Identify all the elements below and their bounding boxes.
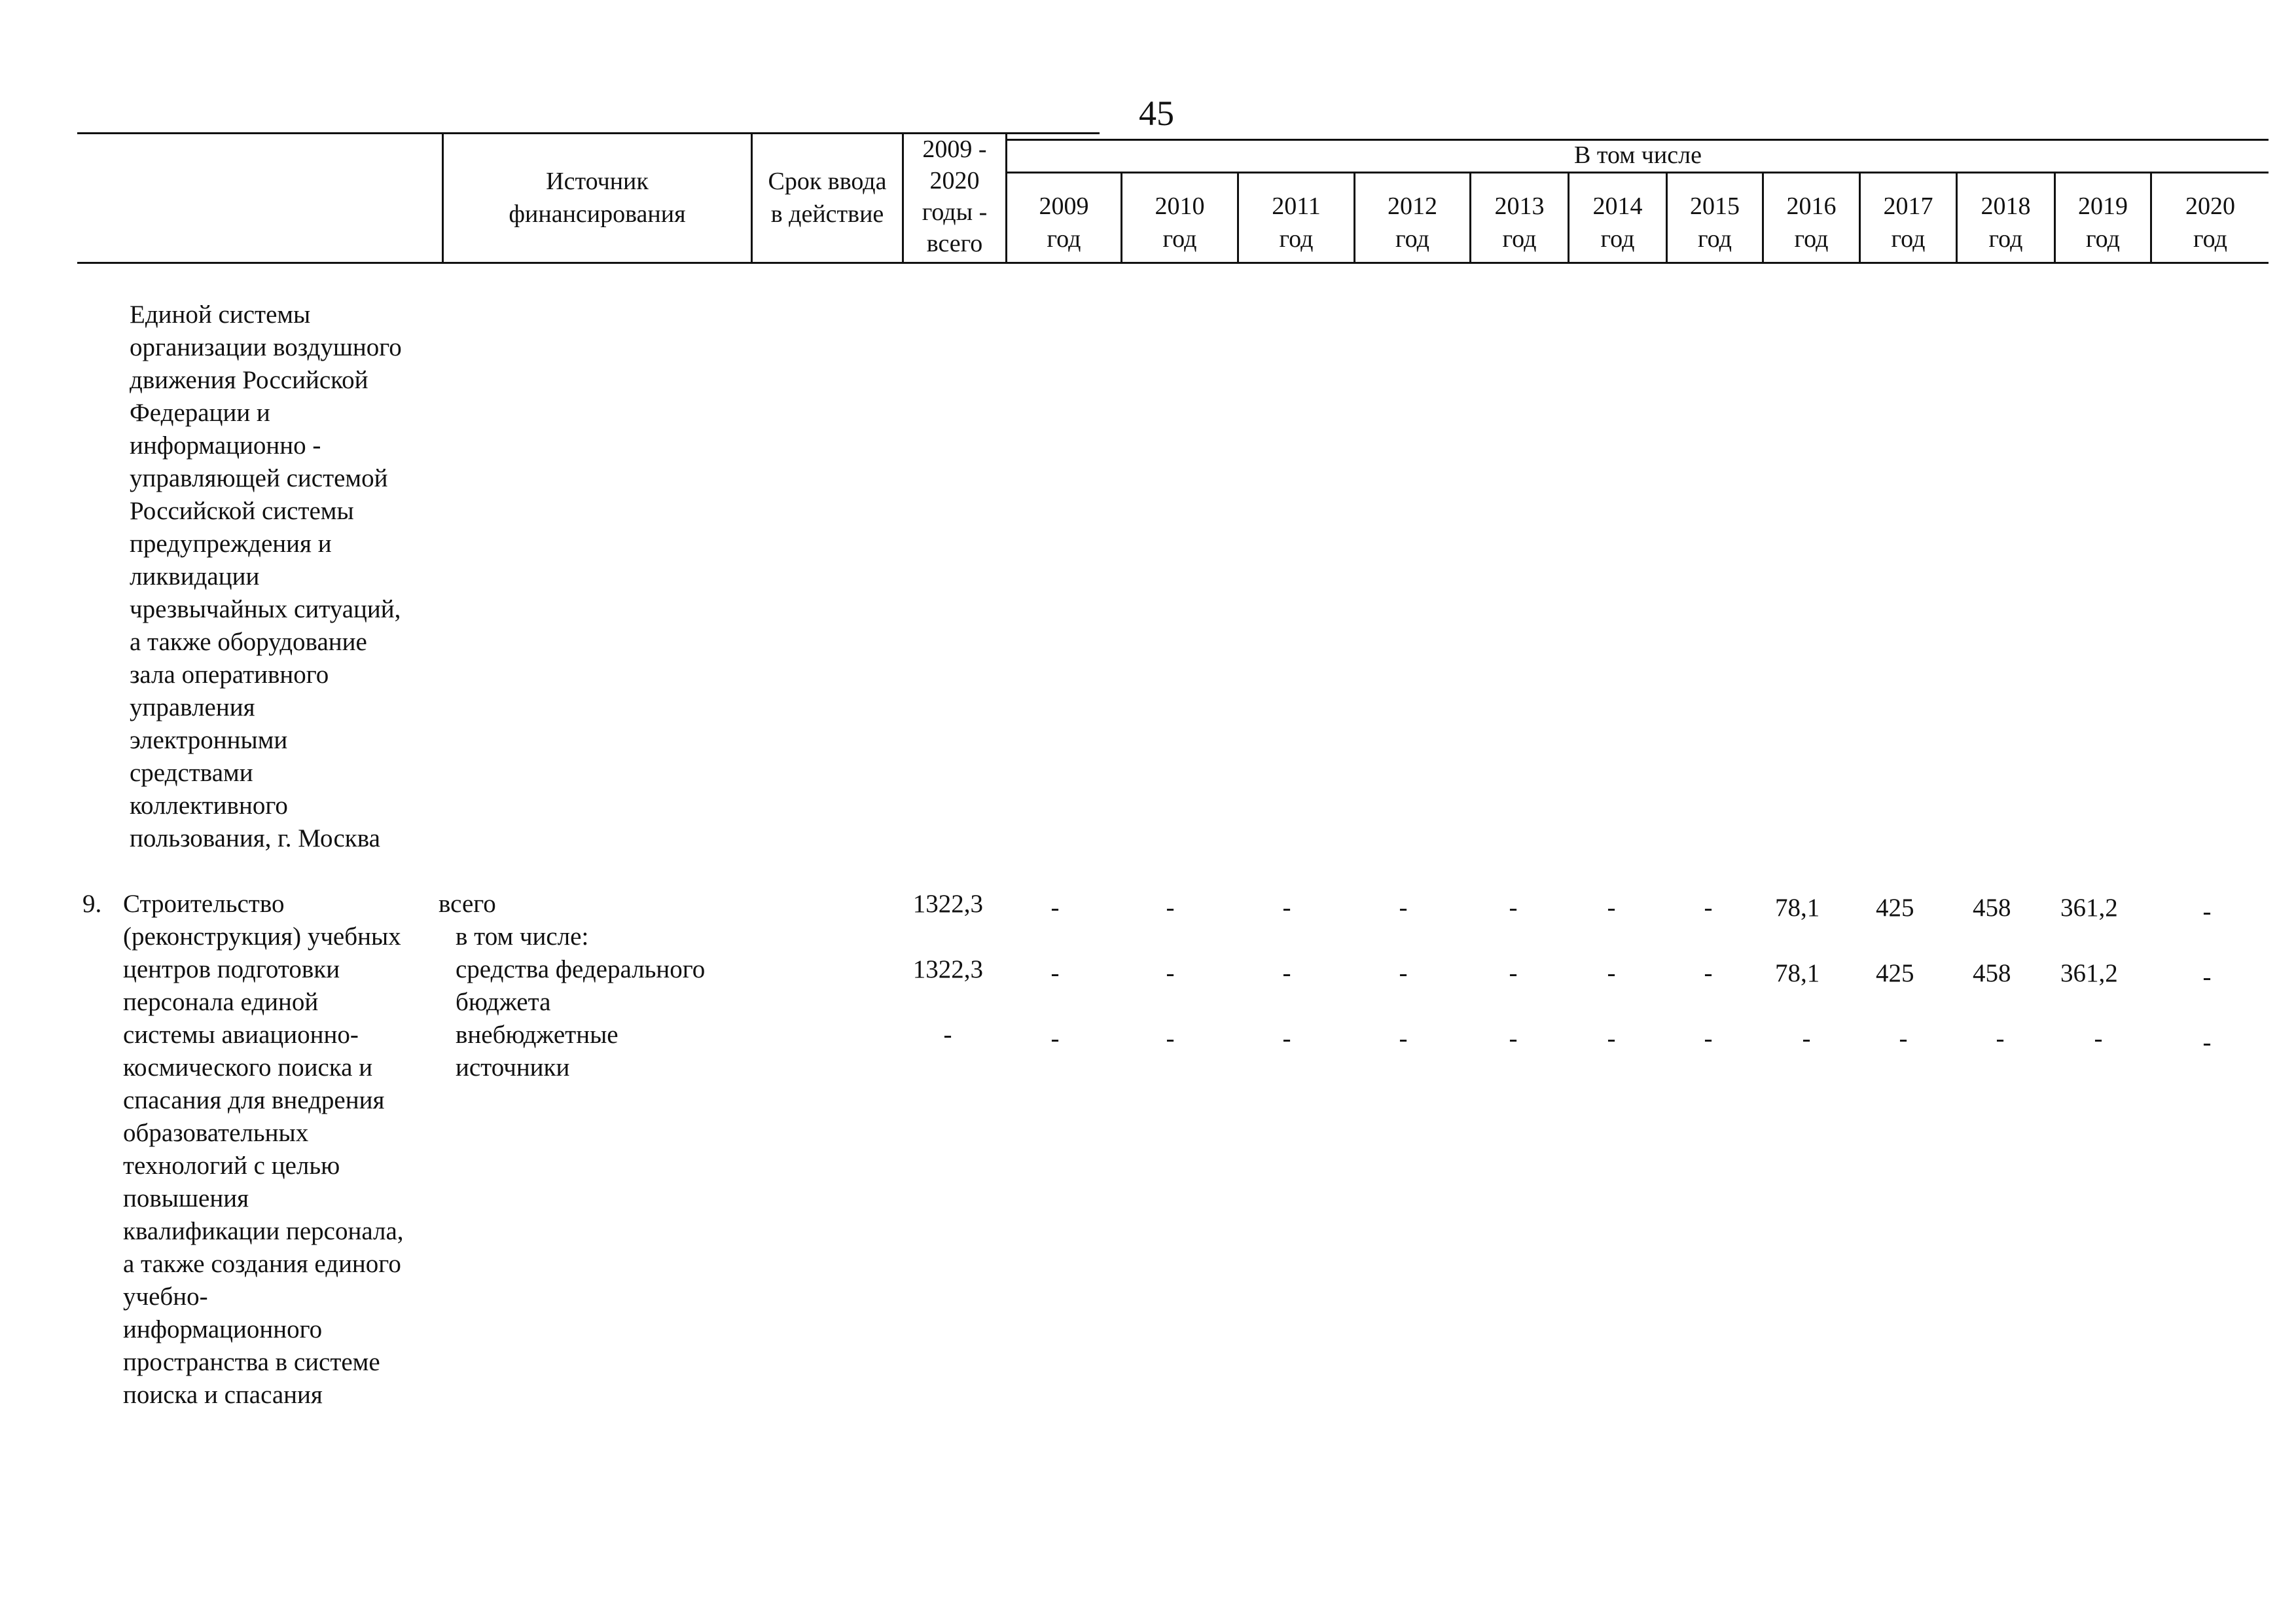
value-extra-2010: - (1166, 1025, 1175, 1053)
source-total: всего (439, 890, 496, 918)
source-extrabudgetary: внебюджетные источники (456, 1021, 619, 1082)
header-year-2016 (1764, 190, 1859, 255)
header-year-2020 (2152, 190, 2269, 255)
value-total-2018: 458 (1973, 894, 2011, 922)
value-federal-2015: - (1704, 959, 1713, 987)
value-federal-2016: 78,1 (1775, 959, 1820, 987)
value-extra-2013: - (1509, 1025, 1518, 1053)
year-unit: год (1600, 225, 1635, 253)
value-total-2013: - (1509, 894, 1518, 922)
value-total-2017: 425 (1876, 894, 1914, 922)
year-unit: год (1162, 225, 1197, 253)
year-unit: год (1794, 225, 1829, 253)
year-label: 2020 (2185, 192, 2235, 220)
value-extra-2015: - (1704, 1025, 1713, 1053)
header-source: Источник финансирования (509, 168, 686, 228)
year-label: 2018 (1981, 192, 2031, 220)
header-year-2013 (1471, 190, 1568, 255)
year-unit: год (1502, 225, 1537, 253)
year-label: 2012 (1388, 192, 1437, 220)
header-year-2019 (2056, 190, 2150, 255)
page-number: 45 (1139, 94, 1174, 133)
value-total-2012: - (1399, 894, 1408, 922)
header-year-2012 (1355, 190, 1469, 255)
value-federal-2014: - (1607, 959, 1616, 987)
value-extra-2009: - (1050, 1025, 1060, 1053)
value-total-2019: 361,2 (2060, 894, 2118, 922)
value-federal-2018: 458 (1973, 959, 2011, 987)
value-total-2020: - (2202, 898, 2212, 926)
value-federal-2010: - (1166, 959, 1175, 987)
value-extra-2014: - (1607, 1025, 1616, 1053)
year-unit: год (1891, 225, 1926, 253)
year-unit: год (1047, 225, 1081, 253)
header-term: Срок ввода в действие (768, 168, 887, 228)
year-label: 2017 (1883, 192, 1933, 220)
value-extra-2018: - (1996, 1025, 2005, 1053)
value-extra-2016: - (1802, 1025, 1811, 1053)
year-unit: год (2193, 225, 2227, 253)
year-label: 2013 (1494, 192, 1545, 220)
continued-item-text: Единой системы организации воздушного движения Российской Федерации и информационно - управляющей системой Российской системы предупреждения и ликвидации чрезвычайных ситуаций, а также оборудование зала оперативного управления электронными средствами коллективного пользования, г. Москва (130, 301, 402, 852)
header-total-line-1: 2009 - (922, 136, 987, 163)
header-year-2014 (1570, 190, 1666, 255)
year-unit: год (1395, 225, 1429, 253)
value-extra-2019: - (2094, 1025, 2103, 1053)
total-extrabudgetary: - (943, 1021, 952, 1049)
year-label: 2016 (1786, 192, 1837, 220)
value-federal-2009: - (1050, 959, 1060, 987)
header-year-2017 (1861, 190, 1956, 255)
value-total-2016: 78,1 (1775, 894, 1820, 922)
value-total-2010: - (1166, 894, 1175, 922)
value-federal-2020: - (2202, 963, 2212, 991)
value-total-2011: - (1282, 894, 1291, 922)
header-total (904, 134, 1005, 259)
item-number: 9. (82, 890, 102, 918)
value-extra-2017: - (1899, 1025, 1908, 1053)
year-unit: год (1988, 225, 2023, 253)
header-year-2011 (1239, 190, 1354, 255)
years-subheader-line (1005, 172, 2269, 173)
year-unit: год (1698, 225, 1732, 253)
value-extra-2012: - (1399, 1025, 1408, 1053)
header-year-2009 (1007, 190, 1121, 255)
value-federal-2011: - (1282, 959, 1291, 987)
source-including: в том числе: (456, 922, 589, 951)
source-federal-budget: средства федерального бюджета (456, 955, 706, 1016)
value-total-2015: - (1704, 894, 1713, 922)
year-label: 2009 (1039, 192, 1089, 220)
header-year-2010 (1122, 190, 1237, 255)
value-total-2014: - (1607, 894, 1616, 922)
header-year-2015 (1668, 190, 1762, 255)
year-label: 2010 (1155, 192, 1205, 220)
value-federal-2019: 361,2 (2060, 959, 2118, 987)
year-label: 2015 (1690, 192, 1740, 220)
total-all: 1322,3 (912, 890, 983, 918)
total-federal: 1322,3 (912, 955, 983, 983)
value-federal-2013: - (1509, 959, 1518, 987)
value-extra-2020: - (2202, 1029, 2212, 1057)
year-unit: год (1279, 225, 1314, 253)
value-total-2009: - (1050, 894, 1060, 922)
year-unit: год (2086, 225, 2120, 253)
year-label: 2011 (1272, 192, 1321, 220)
header-year-2018 (1958, 190, 2054, 255)
item-description: Строительство (реконструкция) учебных центров подготовки персонала единой системы авиационно- космического поиска и спасания для внедрения образовательных технологий с целью повышения квалификации персонала, а также создания единого учебно- информационного пространства в системе поиска и спасания (123, 890, 404, 1409)
header-including: В том числе (1574, 141, 1702, 169)
year-label: 2014 (1592, 192, 1643, 220)
year-label: 2019 (2078, 192, 2128, 220)
value-extra-2011: - (1282, 1025, 1291, 1053)
value-federal-2012: - (1399, 959, 1408, 987)
header-total-line-2: 2020 (929, 167, 980, 194)
header-total-line-3: годы - (922, 198, 988, 226)
value-federal-2017: 425 (1876, 959, 1914, 987)
header-total-line-4: всего (926, 230, 983, 257)
header-bottom-line (77, 262, 2269, 264)
